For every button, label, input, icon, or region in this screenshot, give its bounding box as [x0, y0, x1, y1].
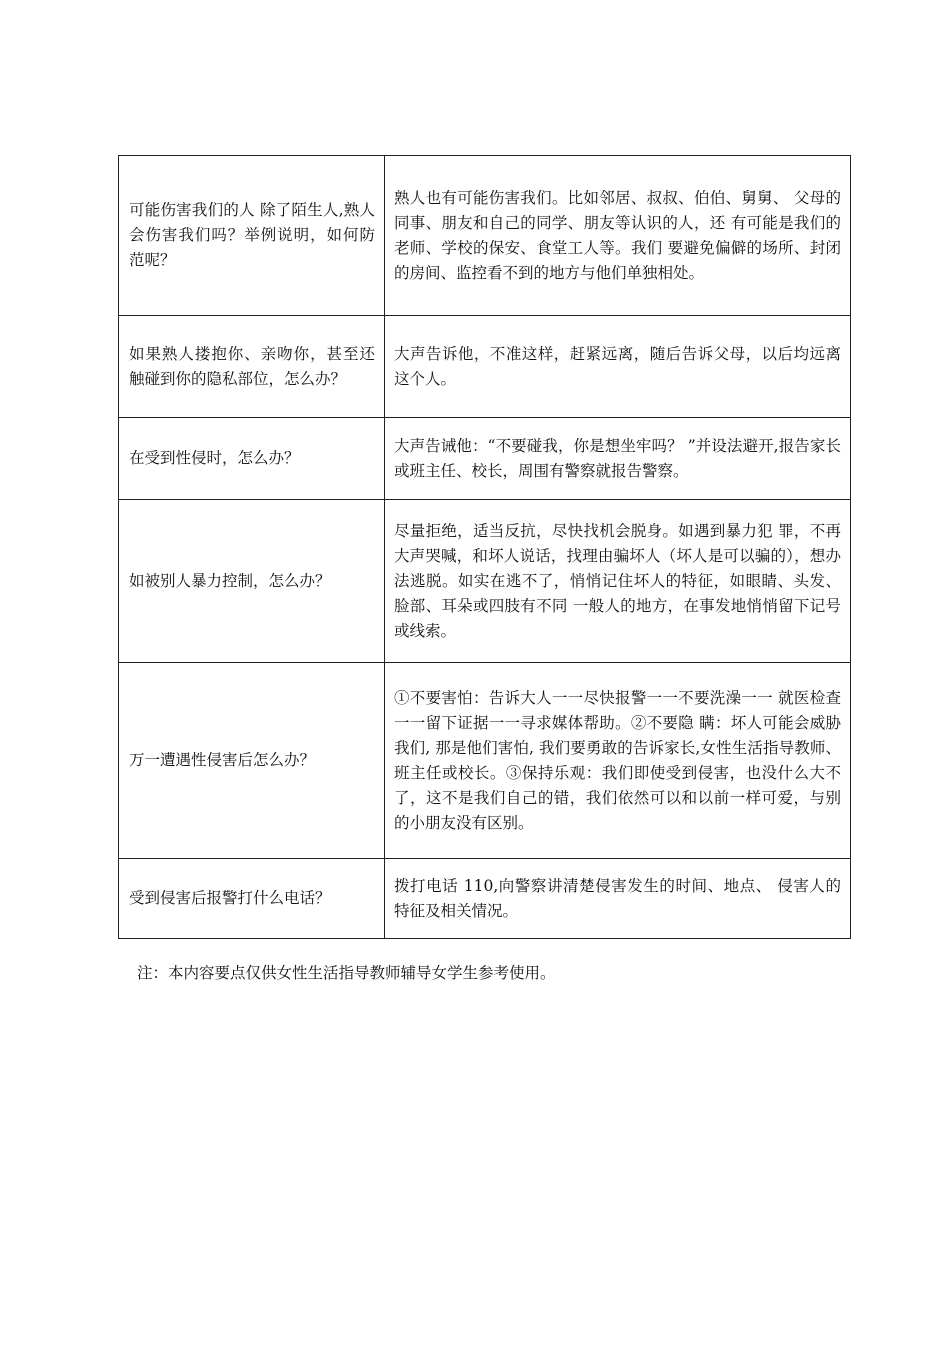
- answer-cell: 大声告诉他，不准这样，赶紧远离，随后告诉父母，以后均远离这个人。: [385, 316, 851, 418]
- answer-cell: 大声告诫他：“不要碰我，你是想坐牢吗？ ”并设法避开,报告家长或班主任、校长，周围有警察就报告警察。: [385, 418, 851, 500]
- table-row: [119, 663, 851, 859]
- question-cell: 可能伤害我们的人 除了陌生人,熟人会伤害我们吗？举例说明，如何防范呢？: [119, 156, 385, 316]
- table-row: [119, 316, 851, 418]
- answer-cell: 拨打电话 110,向警察讲清楚侵害发生的时间、地点、 侵害人的特征及相关情况。: [385, 859, 851, 939]
- table-row: [119, 500, 851, 663]
- answer-cell: 尽量拒绝，适当反抗，尽快找机会脱身。如遇到暴力犯 罪，不再大声哭喊，和坏人说话，找理由骗坏人（坏人是可以骗的），想办法逃脱。如实在逃不了，悄悄记住坏人的特征，如眼睛、头发、脸部、耳朵或四肢有不同 一般人的地方，在事发地悄悄留下记号或线索。: [385, 500, 851, 663]
- table-row: [119, 859, 851, 939]
- footnote: 注：本内容要点仅供女性生活指导教师辅导女学生参考使用。: [137, 964, 556, 982]
- qa-table: [118, 155, 851, 939]
- question-cell: 万一遭遇性侵害后怎么办？: [119, 663, 385, 859]
- question-cell: 在受到性侵时，怎么办？: [119, 418, 385, 500]
- table-row: [119, 418, 851, 500]
- qa-table-body: [119, 156, 851, 939]
- question-cell: 受到侵害后报警打什么电话？: [119, 859, 385, 939]
- answer-cell: ①不要害怕：告诉大人一一尽快报警一一不要洗澡一一 就医检查一一留下证据一一寻求媒体帮助。②不要隐 瞒：坏人可能会威胁我们, 那是他们害怕, 我们要勇敢的告诉家长,女性生活指导教师、班主任或校长。③保持乐观：我们即使受到侵害，也没什么大不了，这不是我们自己的错，我们依然可以和以前一样可爱，与别的小朋友没有区别。: [385, 663, 851, 859]
- question-cell: 如被别人暴力控制，怎么办？: [119, 500, 385, 663]
- answer-cell: 熟人也有可能伤害我们。比如邻居、叔叔、伯伯、舅舅、 父母的同事、朋友和自己的同学、朋友等认识的人，还 有可能是我们的老师、学校的保安、食堂工人等。我们 要避免偏僻的场所、封闭的房间、监控看不到的地方与他们单独相处。: [385, 156, 851, 316]
- question-cell: 如果熟人搂抱你、亲吻你，甚至还触碰到你的隐私部位，怎么办？: [119, 316, 385, 418]
- table-row: [119, 156, 851, 316]
